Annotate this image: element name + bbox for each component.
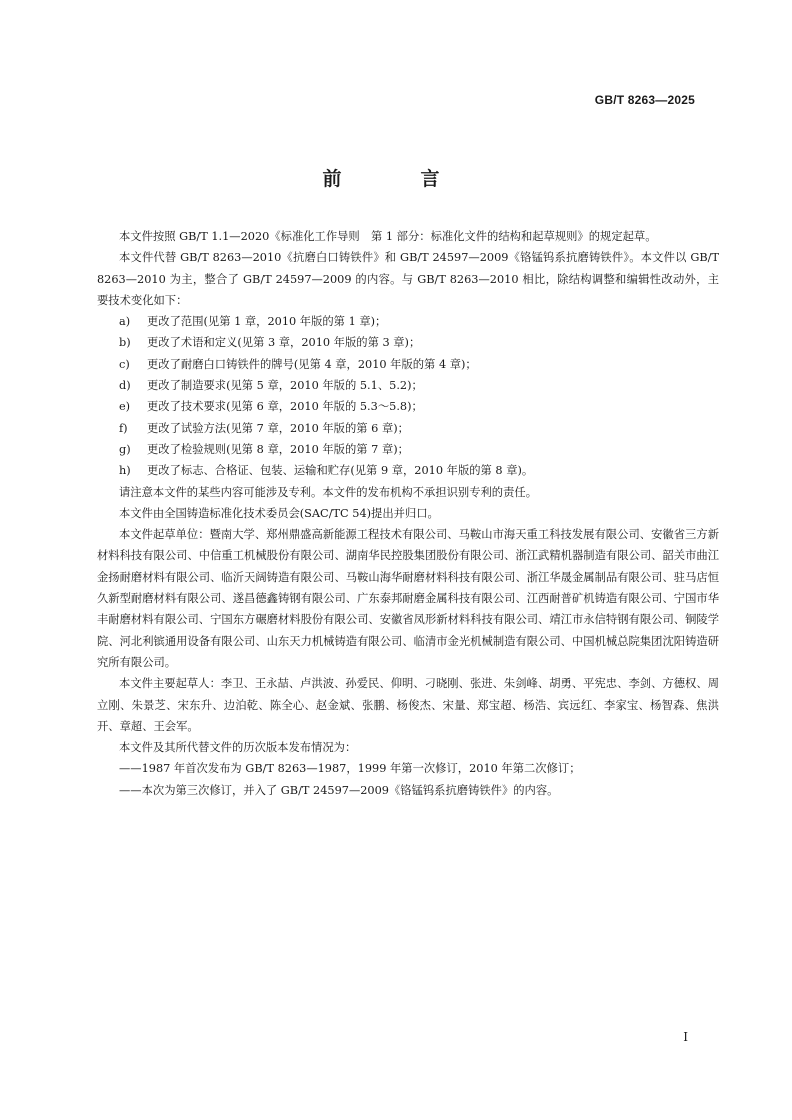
paragraph-replacement: 本文件代替 GB/T 8263—2010《抗磨白口铸铁件》和 GB/T 24597—2009《铬锰钨系抗磨铸铁件》。本文件以 GB/T 8263—2010 为主，整合了 GB/T 24597—2009 的内容。与 GB/T 8263—2010 相比，除结构调整和编辑性改动外，主要技术变化如下： [97,251,719,307]
list-item [97,418,719,439]
list-marker: d) [119,379,131,393]
list-item [97,354,719,375]
list-marker: g) [119,442,131,456]
list-item-text: 更改了技术要求(见第 6 章，2010 年版的 5.3～5.8)； [147,400,423,414]
list-item [97,439,719,460]
paragraph-drafters: 本文件主要起草人：李卫、王永喆、卢洪波、孙爱民、仰明、刁晓刚、张进、朱剑峰、胡勇、平宪忠、李剑、方德权、周立刚、朱景芝、宋东升、边泊乾、陈全心、赵金斌、张鹏、杨俊杰、宋量、郑宝超、杨浩、宾远红、李家宝、杨智森、焦洪开、章超、王会军。 [97,677,719,733]
list-item [97,311,719,332]
list-marker: c) [119,357,130,371]
document-body [97,226,719,801]
history-item: ——1987 年首次发布为 GB/T 8263—1987，1999 年第一次修订，2010 年第二次修订； [119,762,581,776]
paragraph-history-intro: 本文件及其所代替文件的历次版本发布情况为： [119,741,357,755]
list-marker: b) [119,336,131,350]
list-item-text: 更改了标志、合格证、包装、运输和贮存(见第 9 章，2010 年版的第 8 章)。 [147,464,534,478]
page-number: I [683,1030,688,1044]
list-item [97,396,719,417]
list-marker: a) [119,315,131,329]
list-item [97,460,719,481]
standard-code: GB/T 8263—2025 [594,93,695,107]
change-list [97,311,719,481]
paragraph-drafting-rules: 本文件按照 GB/T 1.1—2020《标准化工作导则 第 1 部分：标准化文件的结构和起草规则》的规定起草。 [119,230,657,243]
paragraph-committee: 本文件由全国铸造标准化技术委员会(SAC/TC 54)提出并归口。 [119,506,439,520]
history-item: ——本次为第三次修订，并入了 GB/T 24597—2009《铬锰钨系抗磨铸铁件》的内容。 [119,783,559,797]
list-item-text: 更改了检验规则(见第 8 章，2010 年版的第 7 章)； [147,442,409,456]
paragraph-drafting-units: 本文件起草单位：暨南大学、郑州鼎盛高新能源工程技术有限公司、马鞍山市海天重工科技发展有限公司、安徽省三方新材料科技有限公司、中信重工机械股份有限公司、湖南华民控股集团股份有限公司、浙江武精机器制造有限公司、韶关市曲江金扬耐磨材料有限公司、临沂天阔铸造有限公司、马鞍山海华耐磨材料科技有限公司、浙江华晟金属制品有限公司、驻马店恒久新型耐磨材料有限公司、遂昌德鑫铸钢有限公司、广东泰邦耐磨金属科技有限公司、江西耐普矿机铸造有限公司、宁国市华丰耐磨材料有限公司、宁国东方碾磨材料股份有限公司、安徽省凤形新材料科技有限公司、靖江市永信特钢有限公司、铜陵学院、河北利镔通用设备有限公司、山东天力机械铸造有限公司、临清市金光机械制造有限公司、中国机械总院集团沈阳铸造研究所有限公司。 [97,528,719,669]
list-marker: e) [119,400,131,414]
list-item [97,332,719,353]
list-marker: h) [119,464,131,478]
page-title: 前 言 [322,168,470,190]
list-item-text: 更改了制造要求(见第 5 章，2010 年版的 5.1、5.2)； [147,379,423,393]
list-item-text: 更改了范围(见第 1 章，2010 年版的第 1 章)； [147,315,387,329]
paragraph-patent-notice: 请注意本文件的某些内容可能涉及专利。本文件的发布机构不承担识别专利的责任。 [119,485,537,499]
list-marker: f) [119,421,128,435]
list-item-text: 更改了耐磨白口铸铁件的牌号(见第 4 章，2010 年版的第 4 章)； [147,357,477,371]
list-item-text: 更改了试验方法(见第 7 章，2010 年版的第 6 章)； [147,421,409,435]
list-item [97,375,719,396]
list-item-text: 更改了术语和定义(见第 3 章，2010 年版的第 3 章)； [147,336,421,350]
